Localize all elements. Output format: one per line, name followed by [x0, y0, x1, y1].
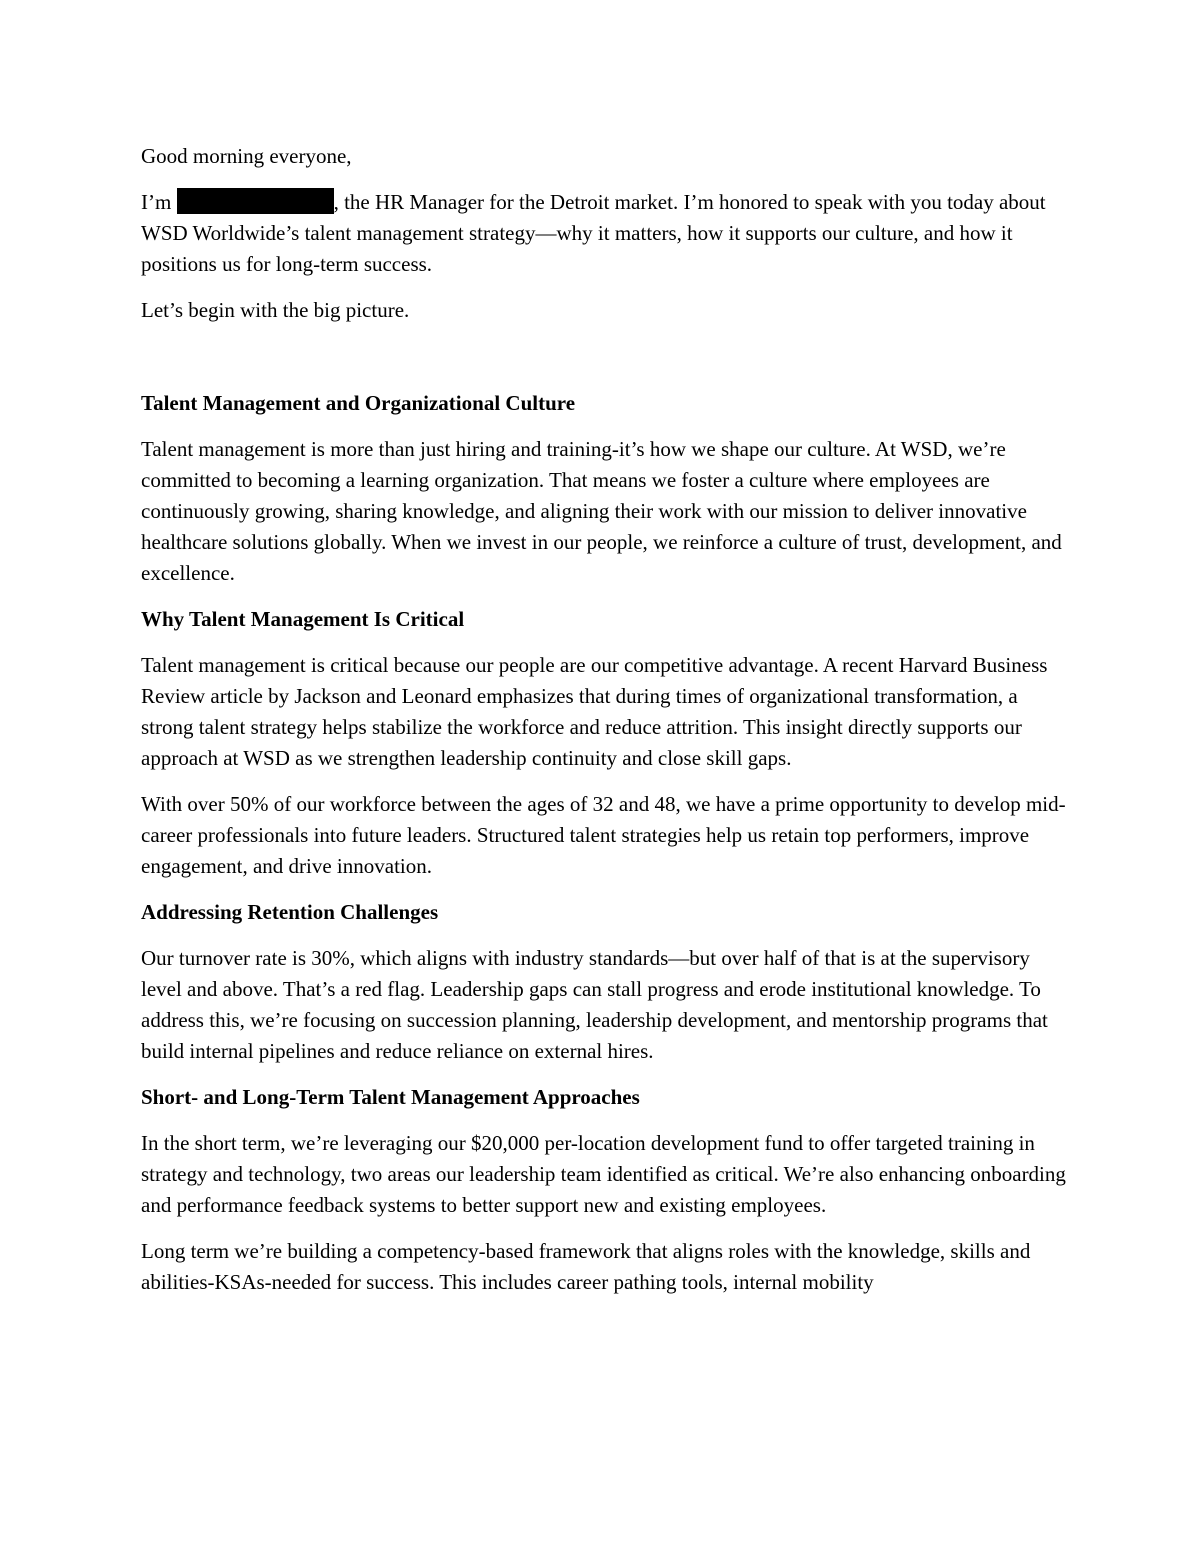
section-heading-why-critical: Why Talent Management Is Critical: [141, 607, 465, 631]
section-paragraph: With over 50% of our workforce between the ages of 32 and 48, we have a prime opportunity to develop mid-career professionals into future leaders. Structured talent strategies help us retain top performers, improve engagement, and drive innovation.: [141, 792, 1066, 878]
section-paragraph: Our turnover rate is 30%, which aligns with industry standards—but over half of that is at the supervisory level and above. That’s a red flag. Leadership gaps can stall progress and erode institutional knowledge. To address this, we’re focusing on succession planning, leadership development, and mentorship programs that build internal pipelines and reduce reliance on external hires.: [141, 946, 1048, 1063]
section-paragraph: Talent management is critical because our people are our competitive advantage. A recent Harvard Business Review article by Jackson and Leonard emphasizes that during times of organizational transformation, a strong talent strategy helps stabilize the workforce and reduce attrition. This insight directly supports our approach at WSD as we strengthen leadership continuity and close skill gaps.: [141, 653, 1048, 770]
section-heading-approaches: Short- and Long-Term Talent Management Approaches: [141, 1085, 640, 1109]
redacted-name: [177, 188, 334, 214]
transition-paragraph: Let’s begin with the big picture.: [141, 298, 410, 322]
greeting: Good morning everyone,: [141, 144, 352, 168]
intro-suffix: , the HR Manager for the Detroit market. I’m honored to speak with you today about WSD Worldwide’s talent management strategy—why it matters, how it supports our culture, and how it positions us for long-term success.: [141, 190, 1046, 276]
section-heading-culture: Talent Management and Organizational Culture: [141, 391, 576, 415]
section-paragraph: Talent management is more than just hiring and training-it’s how we shape our culture. At WSD, we’re committed to becoming a learning organization. That means we foster a culture where employees are continuously growing, sharing knowledge, and aligning their work with our mission to deliver innovative healthcare solutions globally. When we invest in our people, we reinforce a culture of trust, development, and excellence.: [141, 437, 1062, 585]
section-heading-retention: Addressing Retention Challenges: [141, 900, 439, 924]
section-paragraph: In the short term, we’re leveraging our $20,000 per-location development fund to offer targeted training in strategy and technology, two areas our leadership team identified as critical. We’re also enhancing onboarding and performance feedback systems to better support new and existing employees.: [141, 1131, 1066, 1217]
document-page: [141, 141, 1071, 1313]
intro-prefix: I’m: [141, 190, 177, 214]
intro-paragraph: [141, 187, 1071, 280]
section-paragraph: Long term we’re building a competency-based framework that aligns roles with the knowledge, skills and abilities-KSAs-needed for success. This includes career pathing tools, internal mobility: [141, 1239, 1031, 1294]
